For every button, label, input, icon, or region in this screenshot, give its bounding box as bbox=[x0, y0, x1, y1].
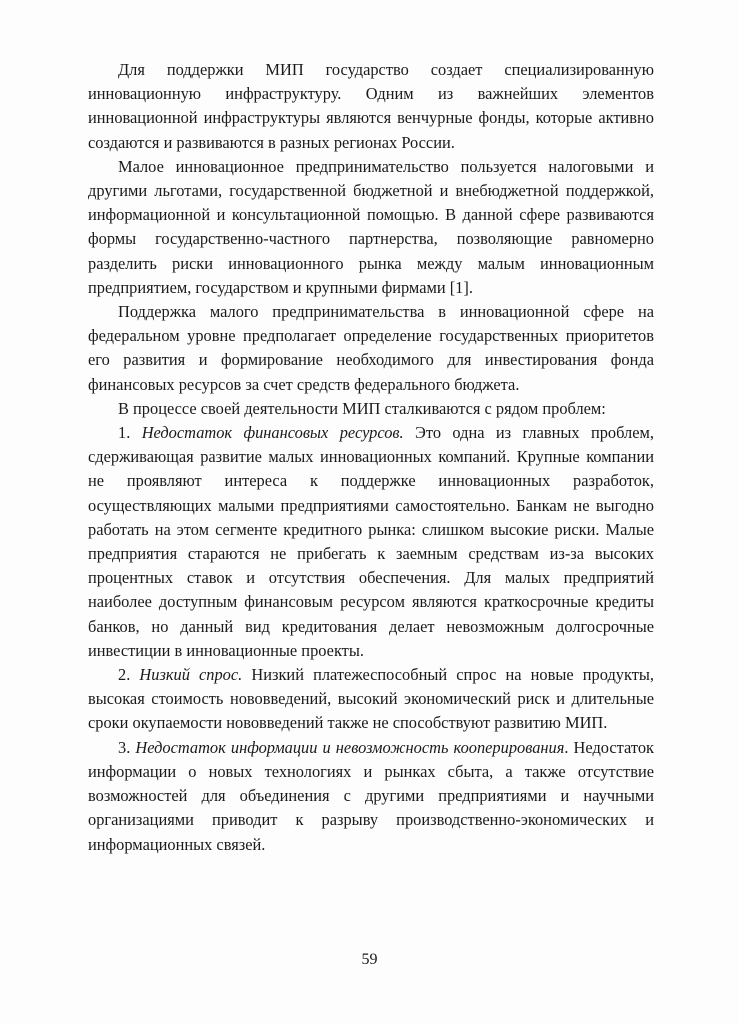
list-item-heading: Недостаток информации и невозможность кооперирования bbox=[135, 737, 565, 757]
paragraph-text: Малое инновационное предпринимательство пользуется налоговыми и другими льготами, государственной бюджетной и внебюджетной поддержкой, информационной и консультационной помощью. В данной сфере развиваются формы государственно-частного партнерства, позволяющие равномерно разделить риски инновационного рынка между малым инновационным предприятием, государством и крупными фирмами [1]. bbox=[88, 156, 654, 297]
list-item-heading: Недостаток финансовых ресурсов. bbox=[141, 423, 404, 443]
paragraph-text: Поддержка малого предпринимательства в инновационной сфере на федеральном уровне предполагает определение государственных приоритетов его развития и формирование необходимого для инвестирования фонда финансовых ресурсов за счет средств федерального бюджета. bbox=[88, 302, 654, 394]
paragraph-text: Для поддержки МИП государство создает специализированную инновационную инфраструктуру. Одним из важнейших элементов инновационной инфраструктуры являются венчурные фонды, которые активно создаются и развиваются в разных регионах России. bbox=[88, 60, 654, 152]
paragraph bbox=[88, 155, 654, 300]
paragraph-text: В процессе своей деятельности МИП сталкиваются с рядом проблем: bbox=[118, 398, 606, 418]
list-item-number: 2. bbox=[118, 665, 131, 685]
paragraph bbox=[88, 397, 654, 421]
list-item-heading: Низкий спрос. bbox=[139, 665, 243, 685]
paragraph bbox=[88, 58, 654, 155]
list-item-number: 3. bbox=[118, 737, 131, 757]
document-body bbox=[88, 58, 654, 857]
paragraph-text: Это одна из главных проблем, сдерживающая развитие малых инновационных компаний. Крупные компании не проявляют интереса к поддержке инновационных разработок, осуществляющих малыми предприятиями самостоятельно. Банкам не выгодно работать на этом сегменте кредитного рынка: слишком высокие риски. Малые предприятия стараются не прибегать к заемным средствам из-за высоких процентных ставок и отсутствия обеспечения. Для малых предприятий наиболее доступным финансовым ресурсом являются краткосрочные кредиты банков, но данный вид кредитования делает невозможным долгосрочные инвестиции в инновационные проекты. bbox=[88, 423, 654, 660]
list-item-paragraph bbox=[88, 421, 654, 663]
paragraph-text: Низкий платежеспособный спрос на новые продукты, высокая стоимость нововведений, высокий экономический риск и длительные сроки окупаемости нововведений также не способствуют развитию МИП. bbox=[88, 665, 654, 733]
list-item-paragraph bbox=[88, 736, 654, 857]
list-item-number: 1. bbox=[118, 423, 131, 443]
list-item-paragraph bbox=[88, 663, 654, 736]
page-number: 59 bbox=[361, 951, 378, 968]
paragraph bbox=[88, 300, 654, 397]
paragraph-text: . Недостаток информации о новых технологиях и рынках сбыта, а также отсутствие возможностей для объединения с другими предприятиями и научными организациями приводит к разрыву производственно-экономических и информационных связей. bbox=[88, 737, 654, 854]
